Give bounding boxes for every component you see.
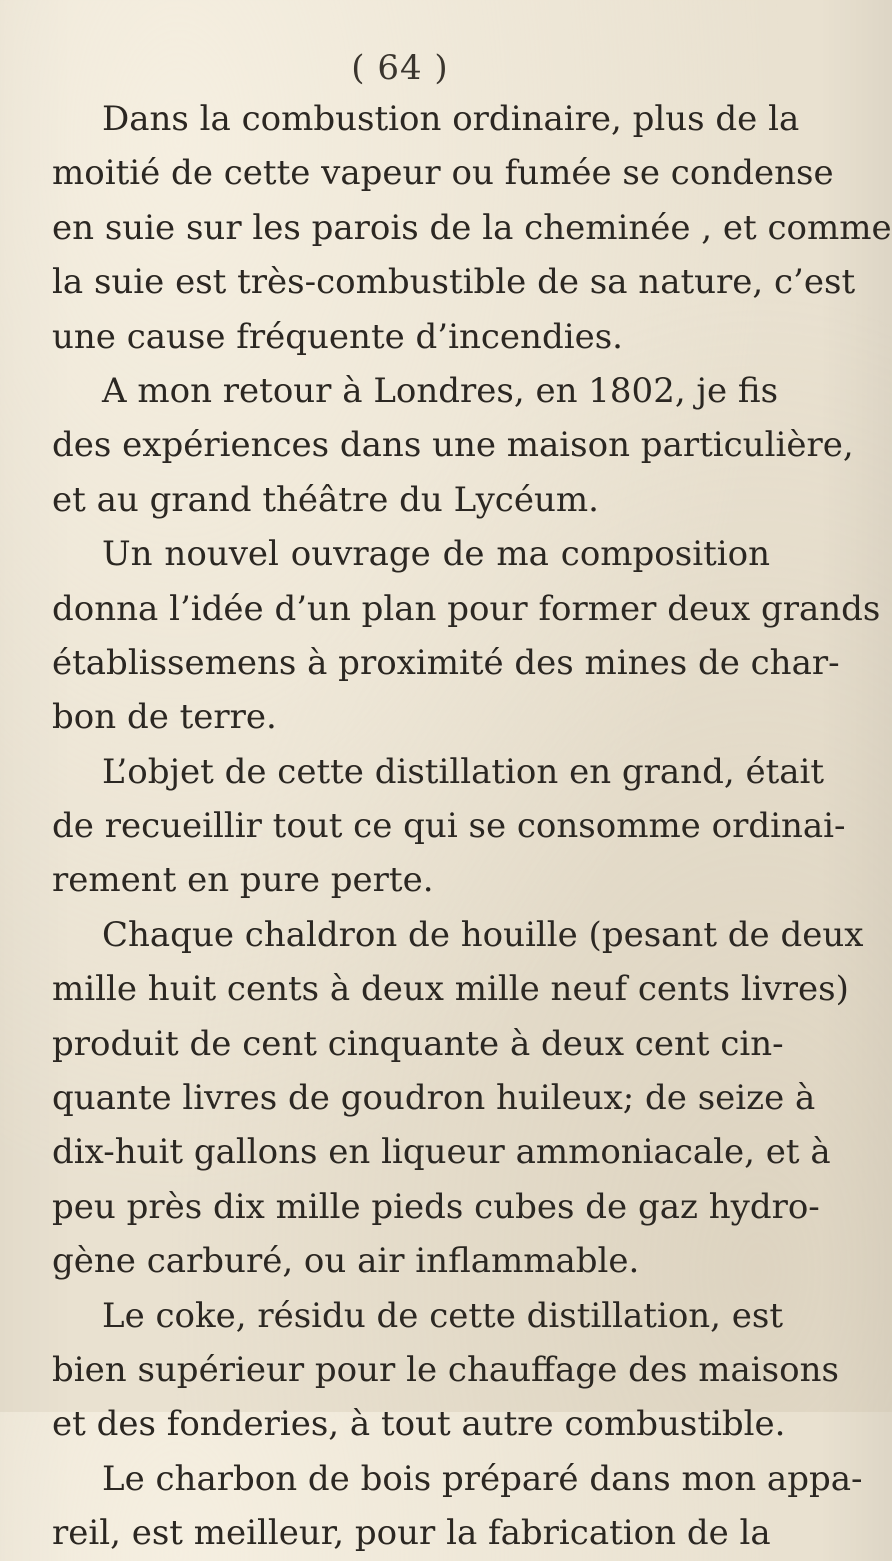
text-line: la suie est très-combustible de sa nature, c’est: [52, 262, 856, 303]
text-line: Un nouvel ouvrage de ma composition: [102, 534, 770, 575]
text-line: Le coke, résidu de cette distillation, est: [102, 1295, 784, 1336]
text-line: des expériences dans une maison particulière,: [52, 425, 854, 466]
text-line: quante livres de goudron huileux; de seize à: [52, 1078, 816, 1119]
text-line: et des fonderies, à tout autre combustible.: [52, 1404, 786, 1445]
text-line: bien supérieur pour le chauffage des maisons: [52, 1349, 839, 1390]
text-line: L’objet de cette distillation en grand, était: [102, 751, 825, 792]
text-line: gène carburé, ou air inflammable.: [52, 1241, 640, 1282]
text-line: donna l’idée d’un plan pour former deux grands: [52, 588, 881, 629]
page-number: ( 64 ): [351, 48, 449, 88]
text-line: rement en pure perte.: [52, 860, 434, 901]
text-line: Dans la combustion ordinaire, plus de la: [102, 99, 800, 139]
text-line: Le charbon de bois préparé dans mon appa-: [102, 1458, 863, 1499]
text-line: reil, est meilleur, pour la fabrication de la: [52, 1513, 771, 1554]
text-line: A mon retour à Londres, en 1802, je fis: [102, 370, 779, 411]
text-line: dix-huit gallons en liqueur ammoniacale, et à: [52, 1132, 831, 1173]
text-line: une cause fréquente d’incendies.: [52, 316, 623, 357]
text-line: moitié de cette vapeur ou fumée se condense: [52, 153, 834, 194]
text-line: produit de cent cinquante à deux cent cin-: [52, 1023, 784, 1064]
text-line: peu près dix mille pieds cubes de gaz hydro-: [52, 1186, 820, 1227]
text-line: en suie sur les parois de la cheminée , et comme: [52, 207, 892, 248]
body-text: [52, 92, 892, 1561]
text-line: Chaque chaldron de houille (pesant de deux: [102, 914, 864, 955]
text-line: mille huit cents à deux mille neuf cents livres): [52, 969, 849, 1010]
text-line: bon de terre.: [52, 697, 277, 738]
text-line: établissemens à proximité des mines de char-: [52, 642, 840, 683]
text-line: de recueillir tout ce qui se consomme ordinai-: [52, 806, 846, 847]
text-line: et au grand théâtre du Lycéum.: [52, 479, 599, 520]
